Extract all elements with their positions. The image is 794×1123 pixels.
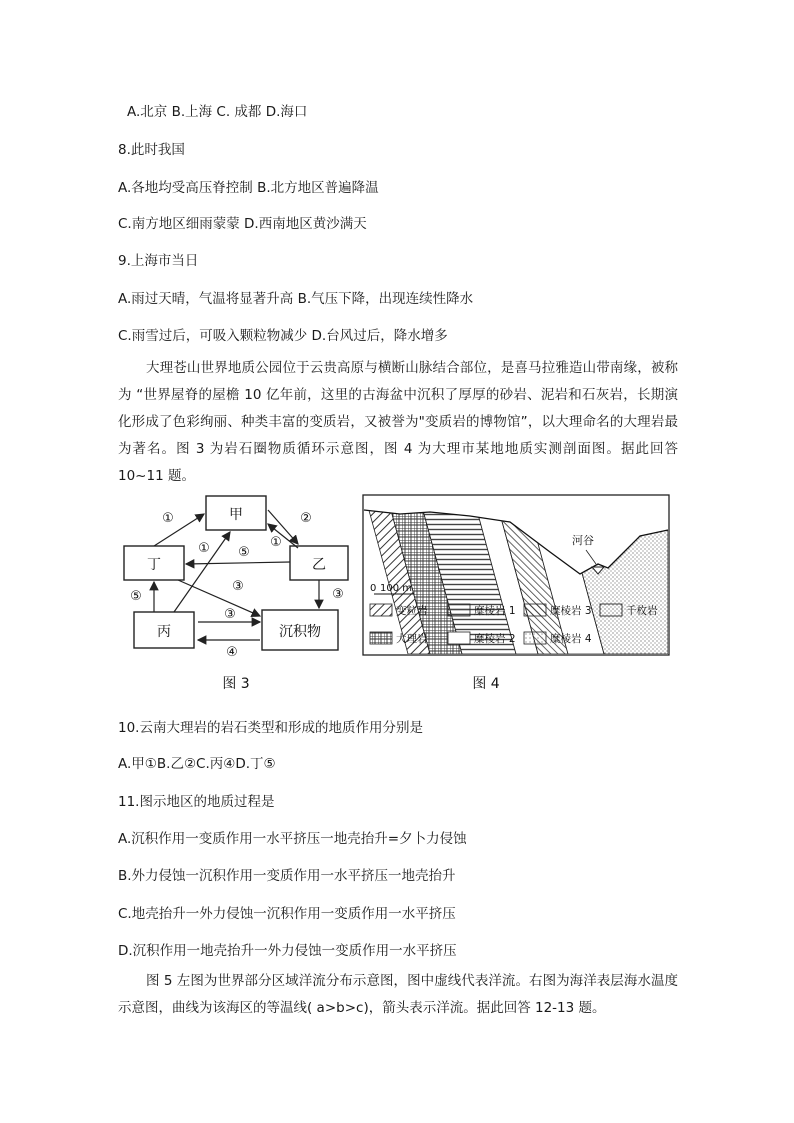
q8-options-row2: C.南方地区细雨蒙蒙 D.西南地区黄沙满天 (118, 216, 367, 232)
arrow-yi-ding (186, 562, 290, 564)
legend-swatch-mylonite-2 (448, 632, 470, 644)
scale-unit: 100 m (380, 583, 413, 594)
figure-4-profile (360, 492, 672, 698)
figure-3-rock-cycle (118, 488, 358, 698)
num-2: ② (300, 511, 312, 526)
label-jia: 甲 (229, 507, 243, 523)
q8-stem: 8.此时我国 (118, 142, 185, 158)
num-5-a: ⑤ (238, 545, 250, 560)
passage-dali: 大理苍山世界地质公园位于云贵高原与横断山脉结合部位，是喜马拉雅造山带南缘，被称为 “世界屋脊的屋檐 10 亿年前，这里的古海盆中沉积了厚厚的砂岩、泥岩和石灰岩，长期演化形成了色彩绚丽、种类丰富的变质岩，又被誉为"变质岩的博物馆”，以大理命名的大理岩最为著名。图 3 为岩石圈物质循环示意图，图 4 为大理市某地地质实测剖面图。据此回答 10~11 题。 (118, 360, 678, 484)
legend-swatch-mylonite-3 (524, 604, 546, 616)
q10-stem: 10.云南大理岩的岩石类型和形成的地质作用分别是 (118, 720, 423, 736)
legend-mylonite-4: 糜棱岩 4 (550, 633, 592, 645)
legend-swatch-mylonite-4 (524, 632, 546, 644)
num-5-b: ⑤ (130, 589, 142, 604)
q11-option-a: A.沉积作用一变质作用一水平挤压一地壳抬升=夕卜力侵蚀 (118, 831, 467, 847)
q9-options-row1: A.雨过天晴，气温将显著升高 B.气压下降，出现连续性降水 (118, 291, 474, 307)
figure-4-caption: 图 4 (472, 676, 500, 692)
legend-swatch-granulite (370, 604, 392, 616)
legend-mylonite-2: 糜棱岩 2 (474, 633, 516, 645)
label-yi: 乙 (312, 557, 326, 573)
label-valley: 河谷 (572, 534, 594, 547)
legend-swatch-mylonite-1 (448, 604, 470, 616)
legend-mylonite-1: 糜棱岩 1 (474, 605, 516, 617)
num-1-c: ① (198, 541, 210, 556)
passage-ocean-currents: 图 5 左图为世界部分区域洋流分布示意图，图中虚线代表洋流。右图为海洋表层海水温度示意图，曲线为该海区的等温线( a>b>c)，箭头表示洋流。据此回答 12-13 题。 (118, 973, 678, 1016)
legend-swatch-marble (370, 632, 392, 644)
label-ding: 丁 (147, 557, 161, 573)
arrow-ding-sediment (178, 580, 260, 616)
num-4: ④ (226, 645, 238, 660)
label-bing: 丙 (157, 624, 171, 640)
q11-option-b: B.外力侵蚀一沉积作用一变质作用一水平挤压一地壳抬升 (118, 868, 456, 884)
q11-option-d: D.沉积作用一地壳抬升一外力侵蚀一变质作用一水平挤压 (118, 943, 457, 959)
scale-zero: 0 (370, 583, 377, 594)
num-3-a: ③ (232, 579, 244, 594)
legend-swatch-phyllite (600, 604, 622, 616)
num-3-c: ③ (224, 607, 236, 622)
legend-granulite: 变粒岩 (396, 605, 428, 617)
label-sediment: 沉积物 (279, 624, 321, 640)
num-3-b: ③ (332, 587, 344, 602)
legend-mylonite-3: 糜棱岩 3 (550, 605, 592, 617)
legend-phyllite: 千枚岩 (626, 605, 658, 617)
num-1-b: ① (270, 535, 282, 550)
q10-options: A.甲①B.乙②C.丙④D.丁⑤ (118, 756, 276, 772)
legend-marble: 大理岩 (396, 633, 428, 645)
figure-3-caption: 图 3 (222, 676, 250, 692)
q11-option-c: C.地壳抬升一外力侵蚀一沉积作用一变质作用一水平挤压 (118, 906, 456, 922)
q9-stem: 9.上海市当日 (118, 253, 199, 269)
q8-options-row1: A.各地均受高压脊控制 B.北方地区普遍降温 (118, 180, 379, 196)
num-1-a: ① (162, 511, 174, 526)
q11-stem: 11.图示地区的地质过程是 (118, 794, 275, 810)
q7-options: A.北京 B.上海 C. 成都 D.海口 (127, 104, 308, 120)
q9-options-row2: C.雨雪过后，可吸入颗粒物减少 D.台风过后，降水增多 (118, 328, 448, 344)
